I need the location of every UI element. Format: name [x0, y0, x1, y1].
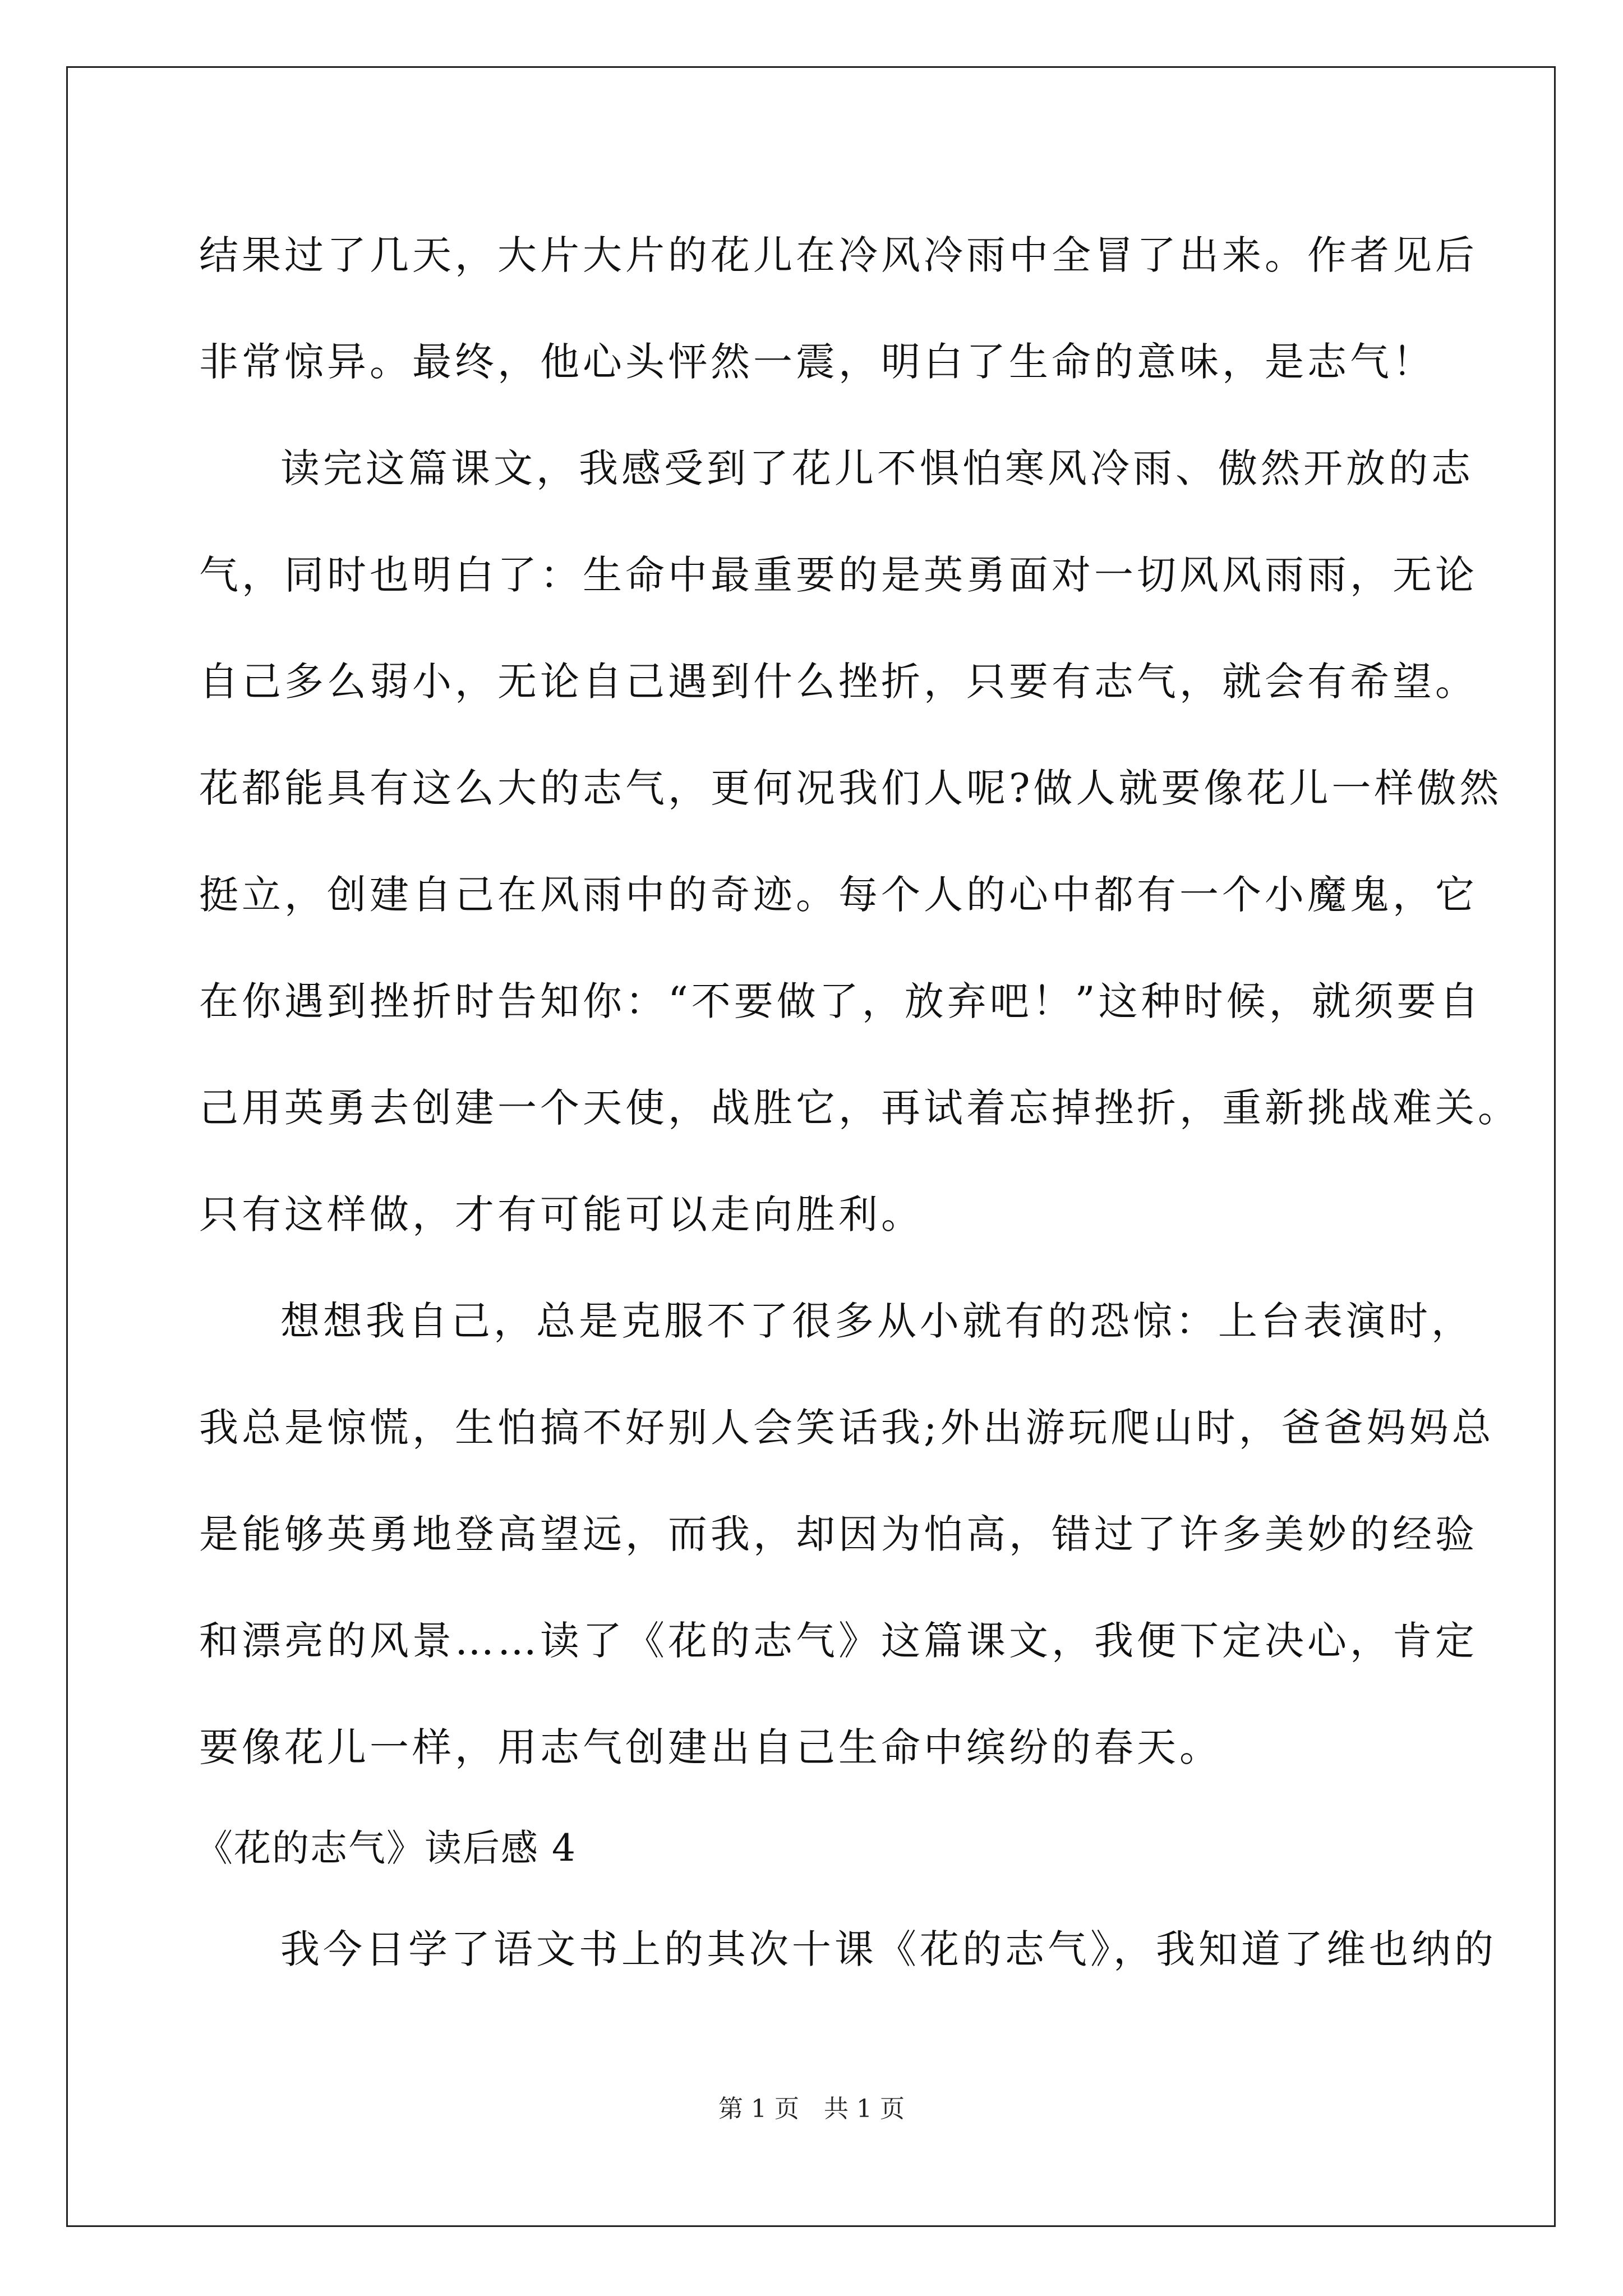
text-line: 非常惊异。最终，他心头怦然一震，明白了生命的意味，是志气！	[199, 339, 1435, 385]
text-line: 自己多么弱小，无论自己遇到什么挫折，只要有志气，就会有希望。	[199, 659, 1478, 705]
text-line: 己用英勇去创建一个天使，战胜它，再试着忘掉挫折，重新挑战难关。	[199, 1085, 1520, 1131]
text-line: 要像花儿一样，用志气创建出自己生命中缤纷的春天。	[199, 1724, 1222, 1770]
section-heading: 《花的志气》读后感 4	[196, 1826, 577, 1870]
text-line: 挺立，创建自己在风雨中的奇迹。每个人的心中都有一个小魔鬼，它	[199, 872, 1478, 918]
text-line: 和漂亮的风景……读了《花的志气》这篇课文，我便下定决心，肯定	[199, 1618, 1478, 1664]
paragraph-start-line: 我今日学了语文书上的其次十课《花的志气》，我知道了维也纳的	[280, 1926, 1497, 1972]
paragraph-start-line: 读完这篇课文，我感受到了花儿不惧怕寒风冷雨、傲然开放的志	[280, 445, 1474, 491]
text-line: 花都能具有这么大的志气，更何况我们人呢?做人就要像花儿一样傲然	[199, 765, 1502, 811]
text-line: 只有这样做，才有可能可以走向胜利。	[199, 1191, 924, 1237]
page-number-footer: 第 1 页 共 1 页	[718, 2095, 905, 2123]
text-line: 在你遇到挫折时告知你：“不要做了，放弃吧！”这种时候，就须要自	[199, 978, 1482, 1024]
text-line: 结果过了几天，大片大片的花儿在冷风冷雨中全冒了出来。作者见后	[199, 232, 1478, 278]
text-line: 我总是惊慌，生怕搞不好别人会笑话我;外出游玩爬山时，爸爸妈妈总	[199, 1405, 1495, 1451]
text-line: 是能够英勇地登高望远，而我，却因为怕高，错过了许多美妙的经验	[199, 1511, 1478, 1557]
text-line: 气，同时也明白了：生命中最重要的是英勇面对一切风风雨雨，无论	[199, 552, 1478, 598]
document-body	[196, 202, 1520, 2003]
paragraph-start-line: 想想我自己，总是克服不了很多从小就有的恐惊：上台表演时，	[280, 1298, 1474, 1344]
